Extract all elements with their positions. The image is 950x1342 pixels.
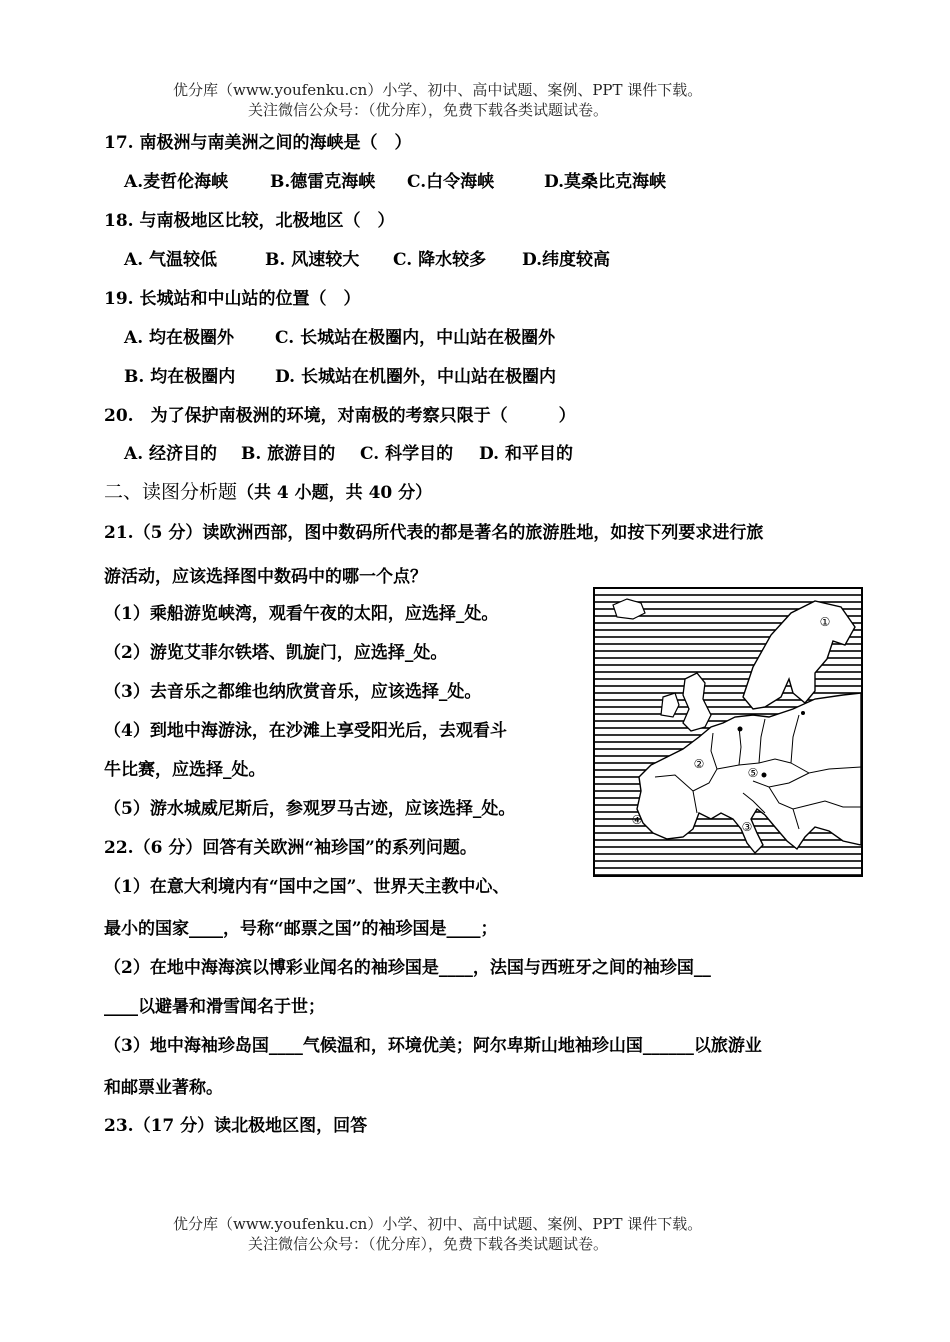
q22-line-3: （2）在地中海海滨以博彩业闻名的袖珍国是____，法国与西班牙之间的袖珍国__ <box>104 958 711 978</box>
q22-line-6: 和邮票业著称。 <box>104 1078 223 1098</box>
q20-option-c: C. 科学目的 <box>360 444 454 464</box>
map-marker-4: ④ <box>631 813 643 827</box>
map-marker-3: ③ <box>741 820 753 834</box>
footer-line-2: 关注微信公众号：（优分库），免费下载各类试题试卷。 <box>248 1235 609 1253</box>
q20-stem: 20. 为了保护南极洲的环境，对南极的考察只限于（ ） <box>104 406 576 426</box>
q22-line-5: （3）地中海袖珍岛国____气候温和，环境优美；阿尔卑斯山地袖珍山国______以旅游业 <box>104 1036 762 1056</box>
q17-option-a: A.麦哲伦海峡 <box>124 172 229 192</box>
q17-option-d: D.莫桑比克海峡 <box>544 172 667 192</box>
q19-option-b: B. 均在极圈内 <box>124 367 236 387</box>
q19-option-c: C. 长城站在极圈内，中山站在极圈外 <box>275 328 556 348</box>
q21-line-2: 游活动，应该选择图中数码中的哪一个点？ <box>104 567 427 587</box>
q21-item-1: （1）乘船游览峡湾，观看午夜的太阳，应选择_处。 <box>104 604 499 624</box>
q20-option-d: D. 和平目的 <box>479 444 573 464</box>
q22-line-2: 最小的国家____，号称“邮票之国”的袖珍国是____； <box>104 919 498 939</box>
map-marker-1: ① <box>819 615 831 629</box>
q18-stem: 18. 与南极地区比较，北极地区（ ） <box>104 211 395 231</box>
header-line-2: 关注微信公众号：（优分库），免费下载各类试题试卷。 <box>248 101 609 119</box>
footer-line-1: 优分库（www.youfenku.cn）小学、初中、高中试题、案例、PPT 课件下载。 <box>173 1215 703 1233</box>
map-marker-5: ⑤ <box>747 766 759 780</box>
q21-item-4: （4）到地中海游泳，在沙滩上享受阳光后，去观看斗 <box>104 721 507 741</box>
q18-option-d: D.纬度较高 <box>522 250 611 270</box>
q18-option-c: C. 降水较多 <box>393 250 487 270</box>
section-title: 二、读图分析题 <box>104 481 238 503</box>
map-marker-2: ② <box>693 757 705 771</box>
q20-option-a: A. 经济目的 <box>124 444 218 464</box>
q17-option-c: C.白令海峡 <box>407 172 495 192</box>
section-note: （共 4 小题，共 40 分） <box>237 483 433 503</box>
q18-option-b: B. 风速较大 <box>265 250 360 270</box>
city-dot-3 <box>801 711 805 715</box>
city-dot-1 <box>738 727 743 732</box>
q17-option-b: B.德雷克海峡 <box>270 172 376 192</box>
q19-option-a: A. 均在极圈外 <box>124 328 235 348</box>
q21-item-5: （5）游水城威尼斯后，参观罗马古迹，应该选择_处。 <box>104 799 516 819</box>
europe-map <box>593 587 863 877</box>
q21-item-2: （2）游览艾菲尔铁塔、凯旋门，应选择_处。 <box>104 643 448 663</box>
q20-option-b: B. 旅游目的 <box>241 444 336 464</box>
q22-line-1: （1）在意大利境内有“国中之国”、世界天主教中心、 <box>104 877 510 897</box>
section-heading <box>104 477 432 504</box>
q22-line-4: ____以避暑和滑雪闻名于世； <box>104 997 325 1017</box>
q22-title: 22.（6 分）回答有关欧洲“袖珍国”的系列问题。 <box>104 838 477 858</box>
q21-item-4-cont: 牛比赛，应选择_处。 <box>104 760 266 780</box>
header-line-1: 优分库（www.youfenku.cn）小学、初中、高中试题、案例、PPT 课件下载。 <box>173 81 703 99</box>
city-dot-2 <box>762 773 767 778</box>
q23-stem: 23.（17 分）读北极地区图，回答 <box>104 1116 368 1136</box>
q21-line-1: 21.（5 分）读欧洲西部，图中数码所代表的都是著名的旅游胜地，如按下列要求进行旅 <box>104 523 764 543</box>
q18-option-a: A. 气温较低 <box>124 250 218 270</box>
q21-item-3: （3）去音乐之都维也纳欣赏音乐，应该选择_处。 <box>104 682 482 702</box>
q17-stem: 17. 南极洲与南美洲之间的海峡是（ ） <box>104 133 412 153</box>
q19-stem: 19. 长城站和中山站的位置（ ） <box>104 289 361 309</box>
q19-option-d: D. 长城站在机圈外，中山站在极圈内 <box>275 367 556 387</box>
